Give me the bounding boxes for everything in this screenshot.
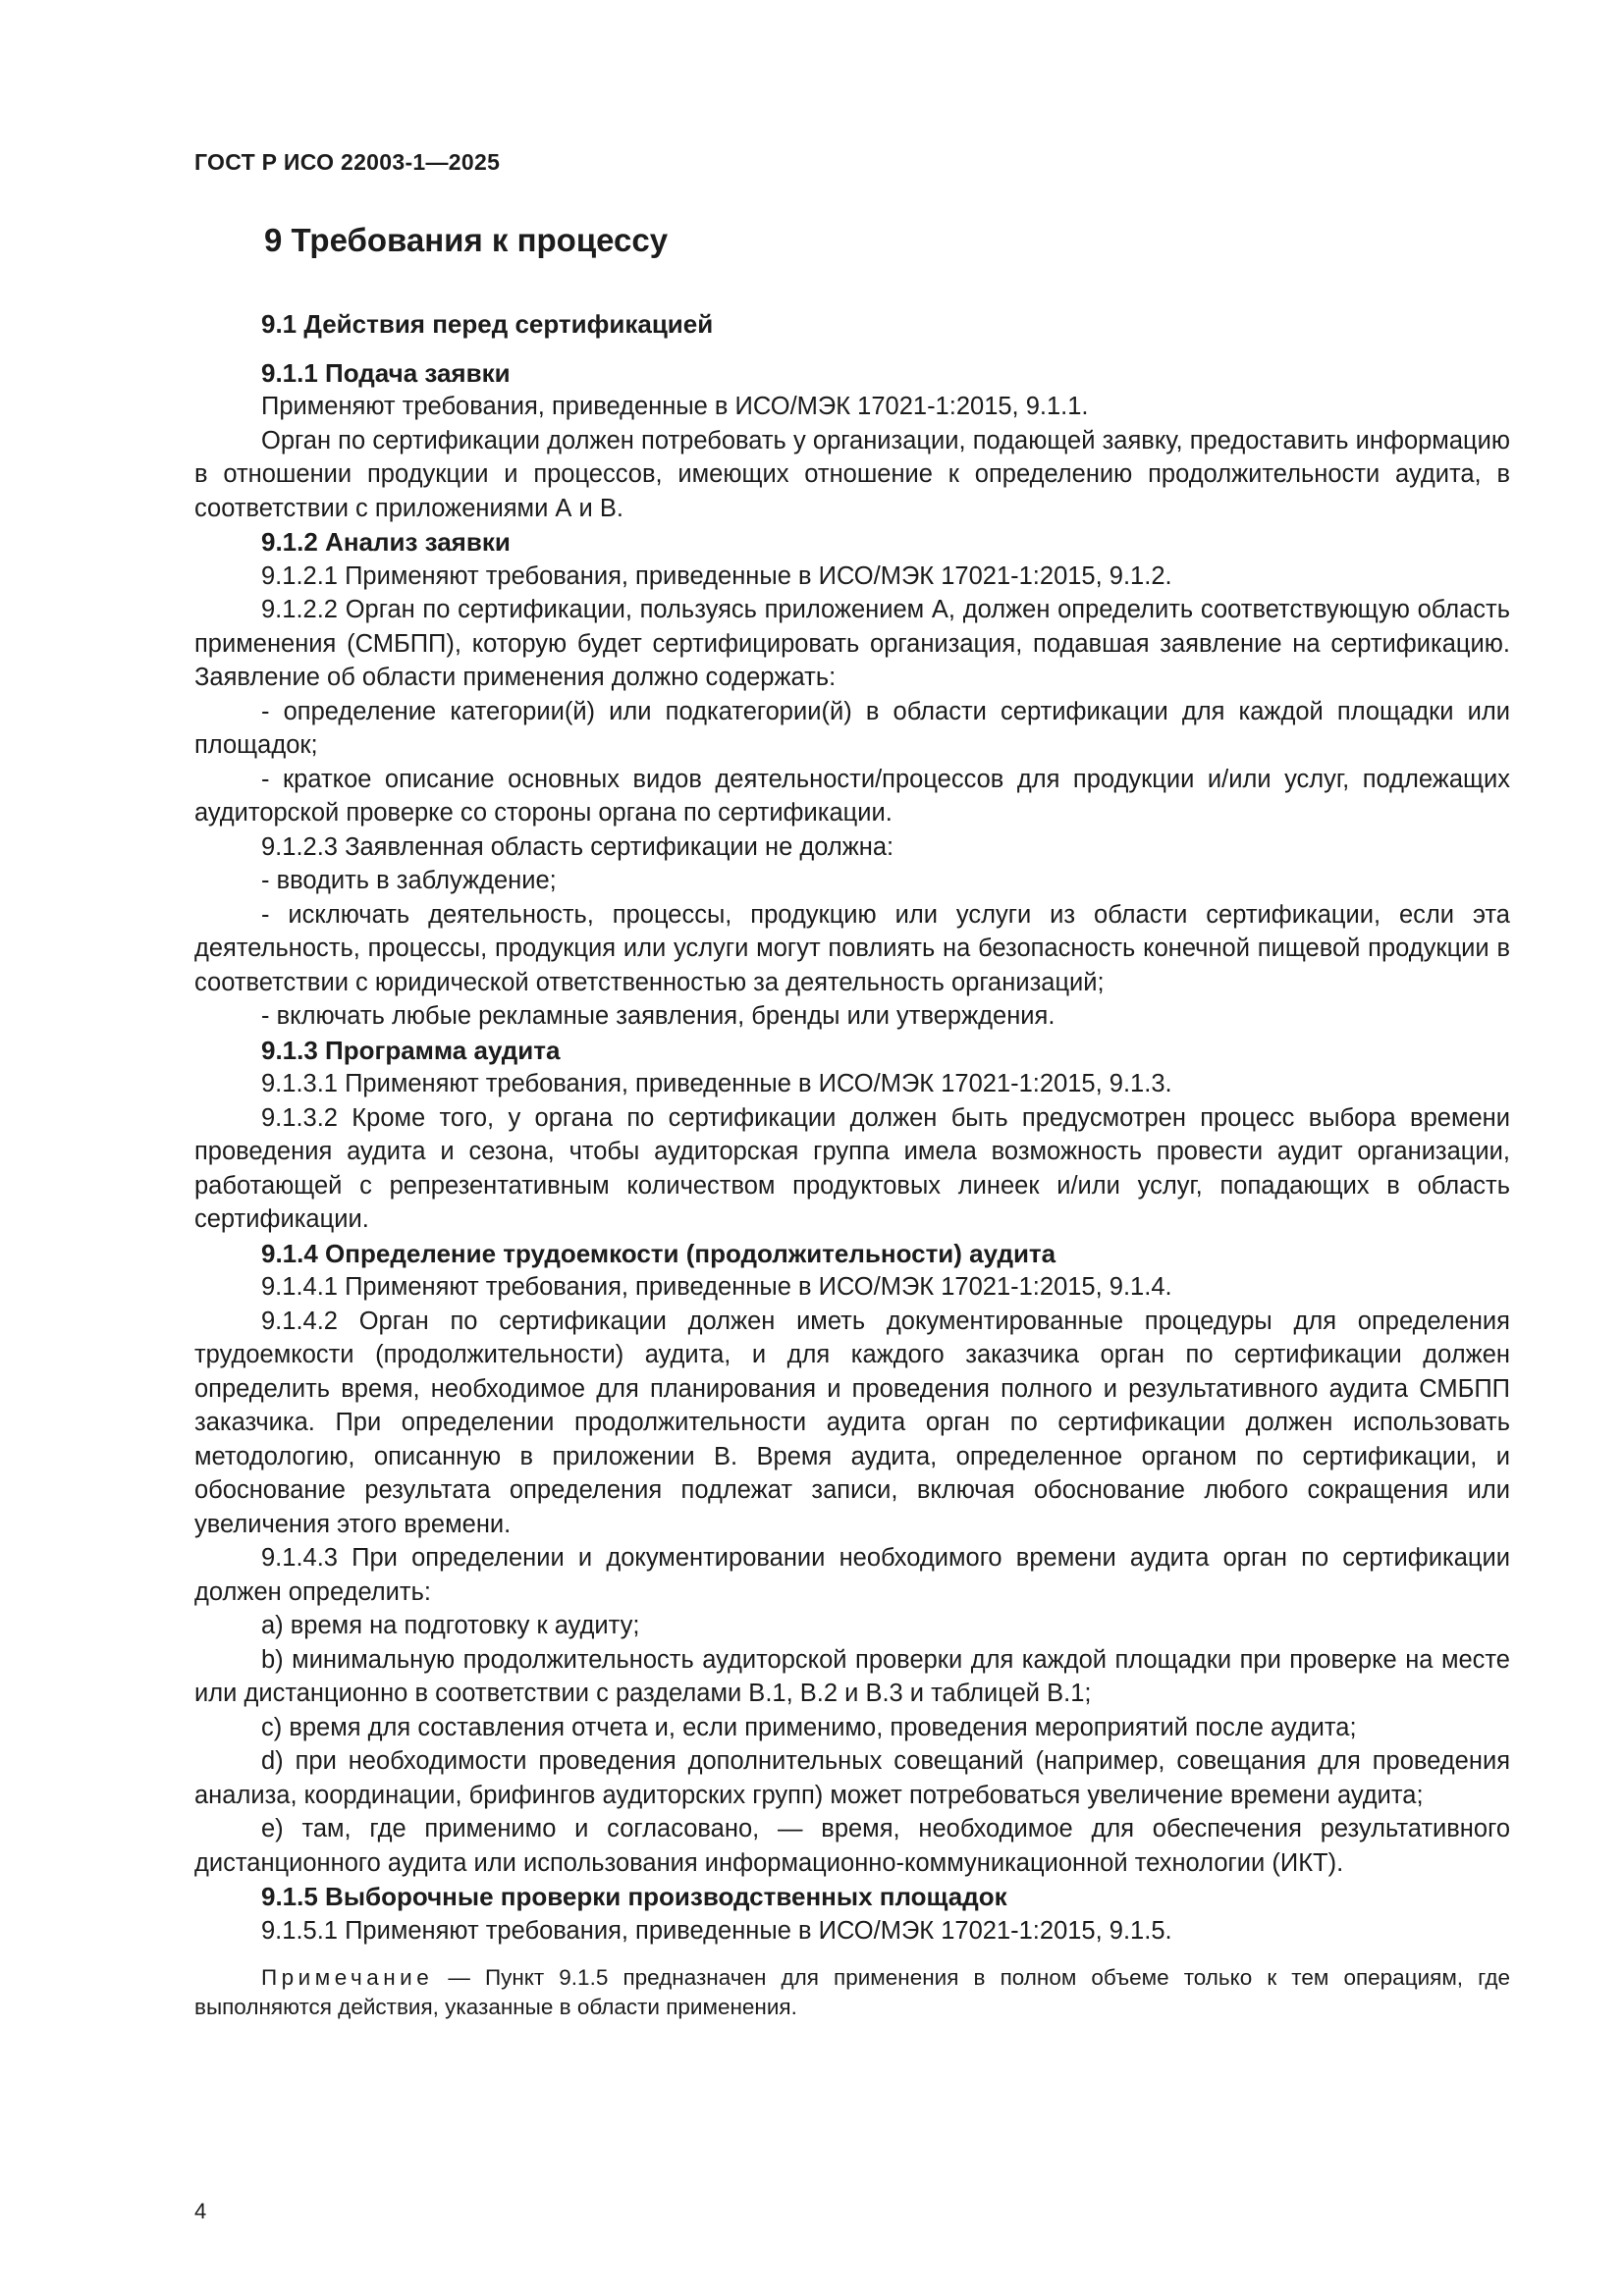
list-item: - вводить в заблуждение;	[261, 867, 557, 894]
list-item: - краткое описание основных видов деятельности/процессов для продукции и/или услуг, подлежащих аудиторской проверке со стороны органа по сертификации.	[194, 765, 1510, 827]
list-item: c) время для составления отчета и, если применимо, проведения мероприятий после аудита;	[261, 1713, 1357, 1741]
paragraph: 9.1.2.1 Применяют требования, приведенные в ИСО/МЭК 17021-1:2015, 9.1.2.	[261, 561, 1172, 590]
paragraph: 9.1.2.2 Орган по сертификации, пользуясь приложением А, должен определить соответствующую область применения (СМБПП), которую будет сертифицировать организация, подавшая заявление на сертификацию. Заявление об области применения должно содержать:	[194, 596, 1510, 691]
paragraph: 9.1.3.2 Кроме того, у органа по сертификации должен быть предусмотрен процесс выбора времени проведения аудита и сезона, чтобы аудиторская группа имела возможность провести аудит организации, работающей с репрезентативным количеством продуктовых линеек и/или услуг, попадающих в область сертификации.	[194, 1103, 1510, 1233]
document-body	[194, 307, 1510, 2022]
list-item: d) при необходимости проведения дополнительных совещаний (например, совещания для проведения анализа, координации, брифингов аудиторских групп) может потребоваться увеличение времени аудита;	[194, 1747, 1510, 1809]
subsection-heading-9-1-4: 9.1.4 Определение трудоемкости (продолжительности) аудита	[261, 1238, 1056, 1268]
list-item: a) время на подготовку к аудиту;	[261, 1612, 640, 1639]
list-item: - определение категории(й) или подкатегории(й) в области сертификации для каждой площадки или площадок;	[194, 697, 1510, 759]
paragraph: 9.1.5.1 Применяют требования, приведенные в ИСО/МЭК 17021-1:2015, 9.1.5.	[261, 1916, 1172, 1945]
list-item: - исключать деятельность, процессы, продукцию или услуги из области сертификации, если эта деятельность, процессы, продукция или услуги могут повлиять на безопасность конечной пищевой продукции в соответствии с юридической ответственностью за деятельность организаций;	[194, 900, 1510, 996]
paragraph: 9.1.4.1 Применяют требования, приведенные в ИСО/МЭК 17021-1:2015, 9.1.4.	[261, 1273, 1172, 1301]
subsection-heading-9-1-3: 9.1.3 Программа аудита	[261, 1035, 561, 1065]
note-text: — Пункт 9.1.5 предназначен для применения в полном объеме только к тем операциям, где выполняются действия, указанные в области применения.	[194, 1965, 1510, 2019]
paragraph: 9.1.4.2 Орган по сертификации должен иметь документированные процедуры для определения трудоемкости (продолжительности) аудита, и для каждого заказчика орган по сертификации должен определить время, необходимое для планирования и проведения полного и результативного аудита СМБПП заказчика. При определении продолжительности аудита орган по сертификации должен использовать методологию, описанную в приложении В. Время аудита, определенное органом по сертификации, и обоснование результата определения подлежат записи, включая обоснование любого сокращения или увеличения этого времени.	[194, 1307, 1510, 1538]
paragraph: 9.1.2.3 Заявленная область сертификации не должна:	[261, 832, 894, 861]
subsection-heading-9-1-1: 9.1.1 Подача заявки	[261, 357, 511, 388]
list-item: b) минимальную продолжительность аудиторской проверки для каждой площадки при проверке на месте или дистанционно в соответствии с разделами В.1, В.2 и В.3 и таблицей В.1;	[194, 1645, 1510, 1707]
subsection-heading-9-1: 9.1 Действия перед сертификацией	[261, 309, 714, 339]
paragraph: Применяют требования, приведенные в ИСО/МЭК 17021-1:2015, 9.1.1.	[261, 393, 1089, 420]
list-item: - включать любые рекламные заявления, бренды или утверждения.	[261, 1002, 1056, 1030]
page-number: 4	[194, 2199, 207, 2223]
subsection-heading-9-1-2: 9.1.2 Анализ заявки	[261, 527, 511, 557]
paragraph: Орган по сертификации должен потребовать у организации, подающей заявку, предоставить информацию в отношении продукции и процессов, имеющих отношение к определению продолжительности аудита, в соответствии с приложениями А и В.	[194, 426, 1510, 522]
section-title: 9 Требования к процессу	[264, 222, 669, 258]
subsection-heading-9-1-5: 9.1.5 Выборочные проверки производственных площадок	[261, 1882, 1007, 1911]
paragraph: 9.1.4.3 При определении и документировании необходимого времени аудита орган по сертификации должен определить:	[194, 1544, 1510, 1606]
paragraph: 9.1.3.1 Применяют требования, приведенные в ИСО/МЭК 17021-1:2015, 9.1.3.	[261, 1070, 1172, 1097]
note	[194, 1963, 1510, 2022]
note-label: Примечание	[261, 1965, 434, 1990]
document-header: ГОСТ Р ИСО 22003-1—2025	[194, 149, 501, 175]
list-item: e) там, где применимо и согласовано, — время, необходимое для обеспечения результативного дистанционного аудита или использования информационно-коммуникационной технологии (ИКТ).	[194, 1815, 1510, 1877]
